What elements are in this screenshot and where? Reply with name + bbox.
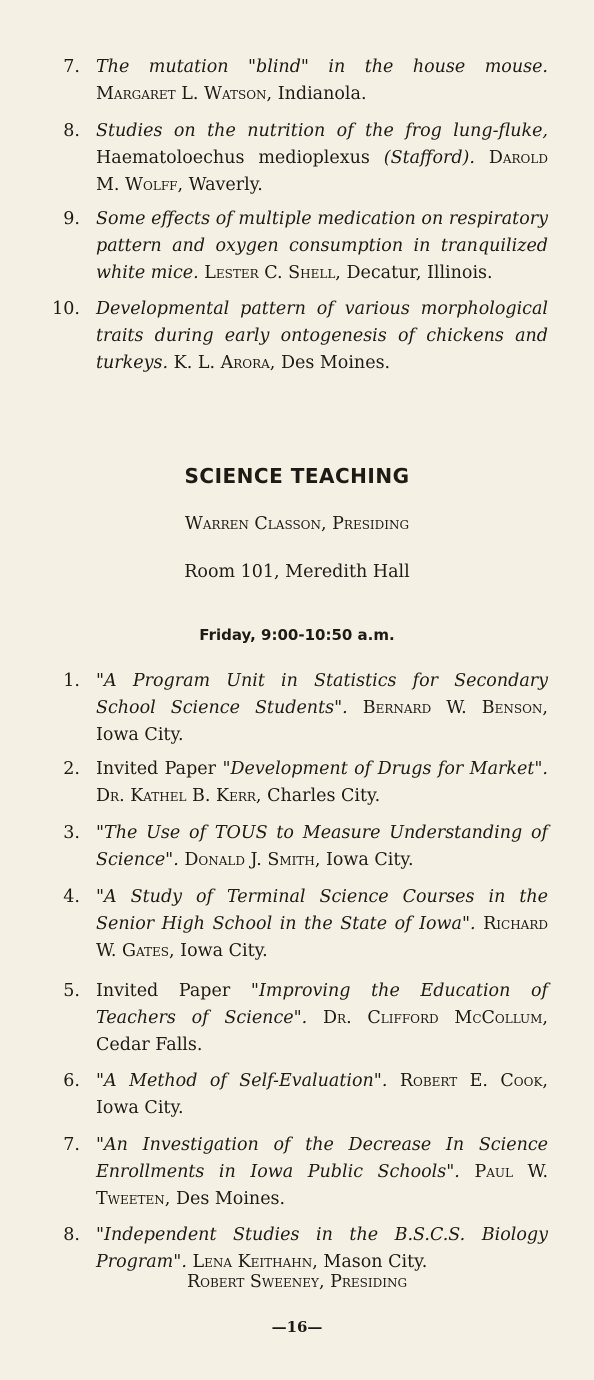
entry-title: "A Program Unit in Statistics for Secondary School Science Students". (96, 671, 548, 718)
entry-author: Dr. Kathel B. Kerr, (96, 786, 262, 806)
entry-number: 6. (63, 1071, 80, 1091)
entry-prefix: Invited Paper (96, 759, 217, 779)
entry-lower-6 (46, 1068, 548, 1122)
entry-number: 4. (63, 887, 80, 907)
entry-upper-8 (46, 118, 548, 199)
entry-title: Developmental pattern of various morphological traits during early ontogenesis of chickens and turkeys. (96, 299, 548, 373)
entry-number: 3. (63, 823, 80, 843)
entry-upper-10 (46, 296, 548, 377)
entry-prefix: Invited Paper (96, 981, 231, 1001)
entry-place: Des Moines. (280, 353, 391, 373)
entry-lower-7 (46, 1132, 548, 1213)
entry-title: "A Method of Self-Evaluation". (96, 1071, 388, 1091)
entry-number: 5. (63, 981, 80, 1001)
entry-title: The mutation "blind" in the house mouse. (96, 57, 548, 77)
section-heading: SCIENCE TEACHING (184, 464, 410, 488)
entry-place: Iowa City. (325, 850, 414, 870)
entry-author: Lester C. Shell, (204, 263, 341, 283)
entry-place: Cedar Falls. (96, 1035, 203, 1055)
entry-number: 10. (52, 299, 80, 319)
entry-number: 2. (63, 759, 80, 779)
section-presiding: Warren Classon, Presiding (184, 514, 410, 534)
entry-title: "Improving the Education of Teachers of Science". (96, 981, 548, 1028)
entry-extra2: (Stafford). (383, 148, 475, 168)
entry-place: Iowa City. (96, 1098, 184, 1118)
entry-upper-9 (46, 206, 548, 287)
entry-author: Robert E. Cook, (399, 1071, 548, 1091)
entry-author: Bernard W. Benson, (362, 698, 548, 718)
entry-lower-3 (46, 820, 548, 874)
entry-place: Iowa City. (180, 941, 268, 961)
entry-title: "An Investigation of the Decrease In Science Enrollments in Iowa Public Schools". (96, 1135, 548, 1182)
entry-author: Donald J. Smith, (184, 850, 321, 870)
entry-number: 7. (63, 57, 80, 77)
entry-number: 1. (63, 671, 80, 691)
entry-author: Margaret L. Watson, (96, 84, 273, 104)
entry-author: Dr. Clifford McCollum, (323, 1008, 548, 1028)
entry-number: 8. (63, 1225, 80, 1245)
entry-place: Charles City. (267, 786, 381, 806)
entry-title: "A Study of Terminal Science Courses in the Senior High School in the State of Iowa". (96, 887, 548, 934)
entry-place: Waverly. (188, 175, 263, 195)
entry-upper-7 (46, 54, 548, 108)
entry-title: "Independent Studies in the B.S.C.S. Biology Program". (96, 1225, 548, 1272)
entry-extra: Haematoloechus medioplexus (96, 148, 370, 168)
entry-number: 8. (63, 121, 80, 141)
entry-title: "The Use of TOUS to Measure Understanding of Science". (96, 823, 548, 870)
entry-lower-1 (46, 668, 548, 749)
entry-number: 9. (63, 209, 80, 229)
entry-author: Paul W. Tweeten, (96, 1162, 549, 1209)
closing-presiding: Robert Sweeney, Presiding (186, 1272, 408, 1292)
page-number: —16— (271, 1318, 323, 1336)
entry-author: K. L. Arora, (173, 353, 276, 373)
entry-author: Lena Keithahn, (192, 1252, 318, 1272)
entry-title: "Development of Drugs for Market". (222, 759, 548, 779)
entry-place: Decatur, Illinois. (346, 263, 493, 283)
entry-author: Richard W. Gates, (96, 914, 548, 961)
entry-lower-2 (46, 756, 548, 810)
entry-lower-4 (46, 884, 548, 965)
entry-place: Mason City. (323, 1252, 428, 1272)
entry-place: Iowa City. (96, 725, 184, 745)
entry-lower-5 (46, 978, 548, 1059)
entry-number: 7. (63, 1135, 80, 1155)
entry-title: Some effects of multiple medication on respiratory pattern and oxygen consumption in tranquilized white mice. (96, 209, 548, 283)
entry-place: Des Moines. (175, 1189, 286, 1209)
entry-lower-8 (46, 1222, 548, 1276)
session-time: Friday, 9:00-10:50 a.m. (199, 626, 395, 644)
entry-title: Studies on the nutrition of the frog lung-fluke, (96, 121, 548, 141)
entry-author: Darold M. Wolff, (96, 148, 548, 195)
entry-place: Indianola. (277, 84, 367, 104)
section-room: Room 101, Meredith Hall (184, 562, 410, 582)
